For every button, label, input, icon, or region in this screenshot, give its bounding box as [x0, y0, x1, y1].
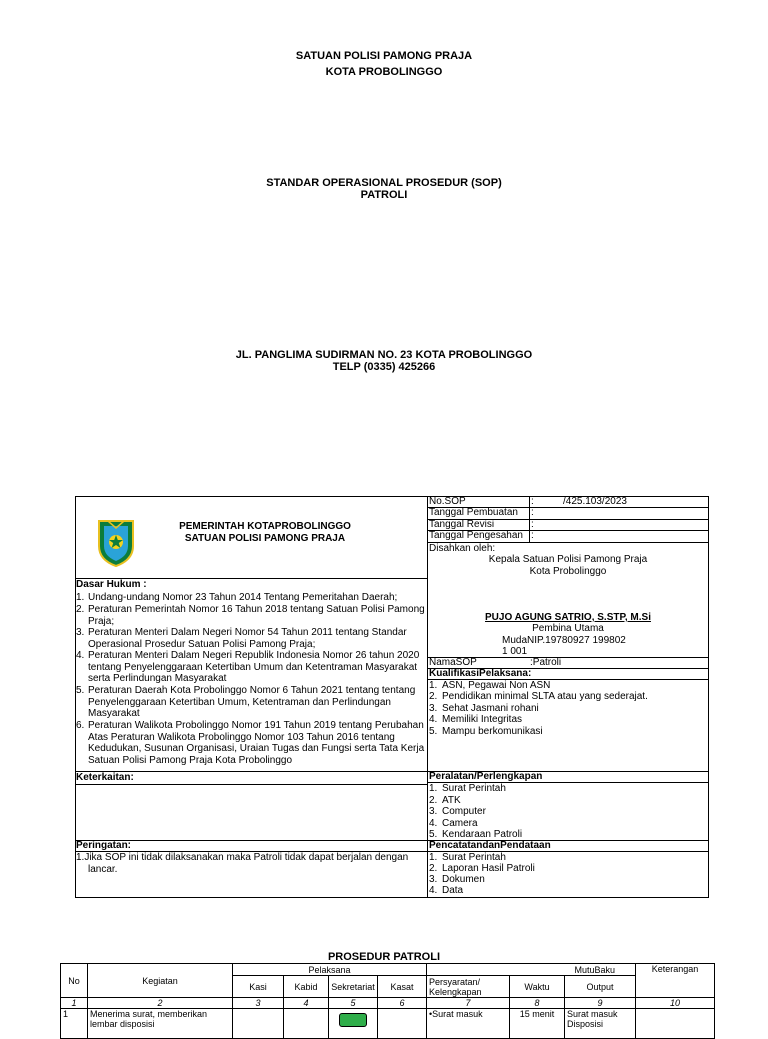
doc-title-2: PATROLI	[360, 189, 408, 201]
procedure-table	[60, 963, 715, 1039]
num-cell: 5	[329, 998, 378, 1009]
col-no: No	[61, 964, 88, 998]
peringatan-title: Peringatan:	[76, 840, 132, 851]
dasar-hukum-item: Undang-undang Nomor 23 Tahun 2014 Tentang Pemeritahan Daerah;	[88, 592, 398, 603]
keterkaitan-title: Keterkaitan:	[76, 772, 134, 783]
dasar-hukum-title: Dasar Hukum :	[76, 579, 147, 590]
num-cell: 8	[510, 998, 565, 1009]
signer-nip2: 1 001	[502, 646, 528, 657]
signer-title1: Kepala Satuan Polisi Pamong Praja	[488, 554, 648, 565]
pencatatan-item: Dokumen	[442, 874, 485, 885]
row1-waktu: 15 menit	[510, 1009, 565, 1039]
num-cell: 1	[61, 998, 88, 1009]
col-keterangan: Keterangan	[636, 964, 715, 998]
num-cell: 3	[233, 998, 284, 1009]
flow-start-shape	[339, 1013, 367, 1027]
tgl-revisi-colon: :	[531, 519, 534, 530]
tgl-pembuatan-colon: :	[531, 507, 534, 518]
num-cell: 7	[427, 998, 510, 1009]
peralatan-item: Camera	[442, 818, 478, 829]
col-kasat: Kasat	[378, 976, 427, 998]
signer-name: PUJO AGUNG SATRIO, S.STP, M.Si	[485, 612, 651, 623]
gov-line2: SATUAN POLISI PAMONG PRAJA	[184, 533, 346, 544]
pencatatan-title: PencatatandanPendataan	[429, 840, 551, 851]
row1-output: Surat masuk Disposisi	[565, 1009, 636, 1039]
peralatan-title: Peralatan/Perlengkapan	[429, 771, 543, 782]
kualifikasi-item: Pendidikan minimal SLTA atau yang sederajat.	[442, 691, 648, 702]
city-emblem-icon	[96, 518, 136, 568]
num-cell: 2	[88, 998, 233, 1009]
dasar-hukum-item: Peraturan Menteri Dalam Negeri Nomor 54 Tahun 2011 tentang Standar Operasional Prosedur Satuan Polisi Pamong Praja;	[88, 627, 407, 650]
row1-persyaratan: •Surat masuk	[427, 1009, 510, 1039]
tgl-revisi-label: Tanggal Revisi	[429, 519, 495, 530]
num-cell: 10	[636, 998, 715, 1009]
col-sekretariat: Sekretariat	[329, 976, 378, 998]
peralatan-item: Surat Perintah	[442, 783, 506, 794]
procedure-title: PROSEDUR PATROLI	[327, 951, 441, 963]
tgl-pembuatan-label: Tanggal Pembuatan	[429, 507, 518, 518]
kualifikasi-item: Sehat Jasmani rohani	[442, 703, 539, 714]
kualifikasi-item: Memiliki Integritas	[442, 714, 523, 725]
kualifikasi-item: Mampu berkomunikasi	[442, 726, 543, 737]
peringatan-text: 1.Jika SOP ini tidak dilaksanakan maka Patroli tidak dapat berjalan dengan	[76, 852, 409, 863]
address-line1: JL. PANGLIMA SUDIRMAN NO. 23 KOTA PROBOLINGGO	[235, 349, 533, 361]
no-sop-value: /425.103/2023	[563, 496, 627, 507]
kualifikasi-item: ASN, Pegawai Non ASN	[442, 680, 551, 691]
nama-sop-value: :Patroli	[530, 657, 562, 668]
tgl-pengesahan-label: Tanggal Pengesahan	[429, 530, 523, 541]
nama-sop-label: NamaSOP	[429, 657, 477, 668]
disahkan-label: Disahkan oleh:	[429, 543, 496, 554]
col-mutu: MutuBaku	[427, 964, 636, 976]
dasar-hukum-item: Peraturan Walikota Probolinggo Nomor 191 Tahun 2019 tentang Perubahan Atas Peraturan Walikota Probolinggo Nomor 103 Tahun 2016 tentang Kedudukan, Susunan Organisasi, Uraian Tugas dan Fungsi serta Tata Kerja Satuan Polisi Pamong Praja Kota Probolinggo	[88, 720, 425, 766]
tgl-pengesahan-colon: :	[531, 530, 534, 541]
dasar-hukum-item: Peraturan Pemerintah Nomor 16 Tahun 2018 tentang Satuan Polisi Pamong Praja;	[88, 604, 425, 627]
col-persyaratan: Persyaratan/ Kelengkapan	[427, 976, 510, 998]
peralatan-item: Computer	[442, 806, 486, 817]
col-kegiatan: Kegiatan	[88, 964, 233, 998]
row1-no: 1	[61, 1009, 88, 1039]
peralatan-item: ATK	[442, 795, 461, 806]
no-sop-label: No.SOP	[429, 496, 466, 507]
num-cell: 4	[284, 998, 329, 1009]
dasar-hukum-item: Peraturan Daerah Kota Probolinggo Nomor 6 Tahun 2021 tentang tentang Penyelenggaraan Ketertiban Umum, Ketentraman dan Perlindungan Masyarakat	[88, 685, 416, 719]
signer-rank: Pembina Utama	[532, 623, 604, 634]
no-sop-colon: :	[531, 496, 534, 507]
org-line2: KOTA PROBOLINGGO	[325, 66, 443, 78]
address-line2: TELP (0335) 425266	[332, 361, 436, 373]
row1-kegiatan: Menerima surat, memberikan lembar disposisi	[88, 1009, 233, 1039]
doc-title-1: STANDAR OPERASIONAL PROSEDUR (SOP)	[266, 177, 502, 189]
num-cell: 6	[378, 998, 427, 1009]
col-kabid: Kabid	[284, 976, 329, 998]
pencatatan-item: Surat Perintah	[442, 852, 506, 863]
gov-line1: PEMERINTAH KOTAPROBOLINGGO	[179, 521, 351, 532]
org-line1: SATUAN POLISI PAMONG PRAJA	[295, 50, 473, 62]
signer-title2: Kota Probolinggo	[529, 566, 607, 577]
pencatatan-item: Laporan Hasil Patroli	[442, 863, 535, 874]
dasar-hukum-item: Peraturan Menteri Dalam Negeri Republik Indonesia Nomor 26 tahun 2020 tentang Penyelenggaraan Ketertiban Umum dan Ketentraman Masyarakat serta Perlindungan Masyarakat	[88, 650, 420, 684]
signer-nip: MudaNIP.19780927 199802	[502, 635, 626, 646]
peringatan-text-cont: lancar.	[88, 864, 118, 875]
col-kasi: Kasi	[233, 976, 284, 998]
col-pelaksana: Pelaksana	[233, 964, 427, 976]
col-waktu: Waktu	[510, 976, 565, 998]
col-output: Output	[565, 976, 636, 998]
pencatatan-item: Data	[442, 885, 464, 896]
peralatan-item: Kendaraan Patroli	[442, 829, 523, 840]
kualifikasi-title: KualifikasiPelaksana:	[429, 668, 532, 679]
num-cell: 9	[565, 998, 636, 1009]
